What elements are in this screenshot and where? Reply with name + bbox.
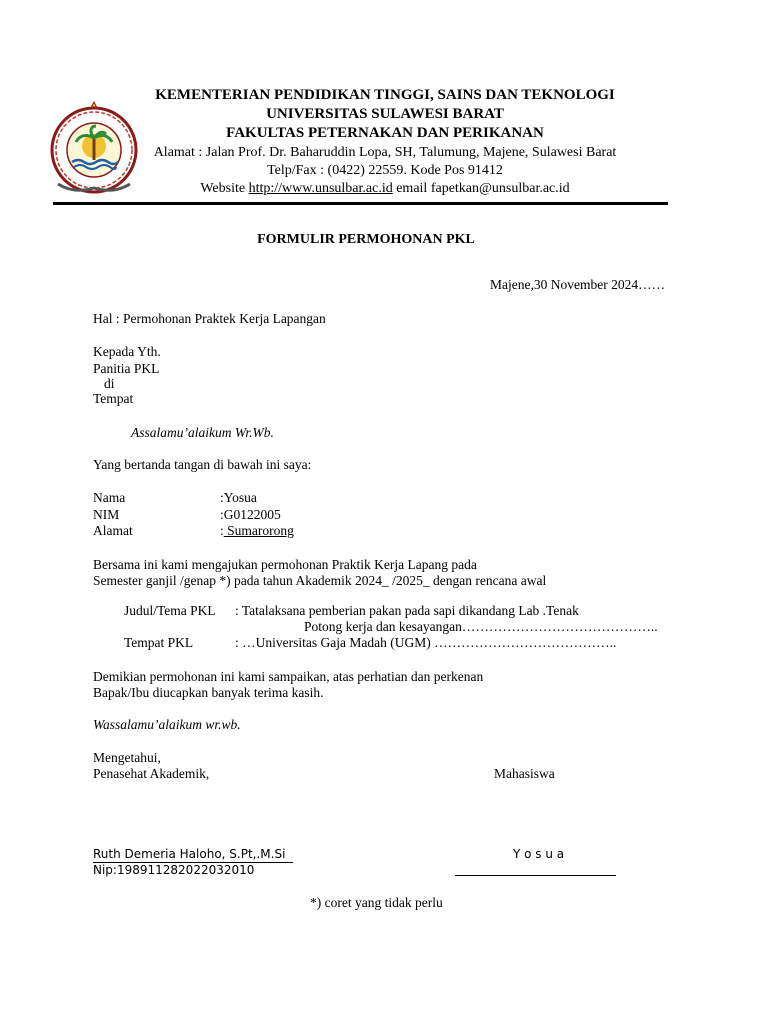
faculty-name: FAKULTAS PETERNAKAN DAN PERIKANAN [226, 125, 544, 141]
address-field [220, 523, 294, 539]
recipient-line4: Tempat [93, 391, 134, 406]
letterhead-divider [53, 202, 668, 205]
website-prefix: Website [200, 181, 249, 196]
advisor-nip: Nip:198911282022032010 [93, 863, 255, 877]
student-title: Mahasiswa [494, 766, 555, 781]
email-text: email fapetkan@unsulbar.ac.id [392, 181, 570, 196]
advisor-name: Ruth Demeria Haloho, S.Pt,.M.Si [93, 847, 286, 861]
faculty-address: Alamat : Jalan Prof. Dr. Baharuddin Lopa, SH, Talumung, Majene, Sulawesi Barat [153, 145, 617, 160]
address-value: Sumarorong [223, 523, 294, 538]
topic-value: : Tatalaksana pemberian pakan pada sapi dikandang Lab .Tenak [235, 603, 579, 618]
closing-salam: Wassalamu’alaikum wr.wb. [93, 717, 241, 732]
intro-text: Yang bertanda tangan di bawah ini saya: [93, 457, 312, 472]
recipient-line1: Kepada Yth. [93, 344, 161, 359]
form-title: FORMULIR PERMOHONAN PKL [257, 232, 475, 247]
letter-subject: Hal : Permohonan Praktek Kerja Lapangan [93, 311, 326, 326]
faculty-website [140, 181, 630, 197]
place-value: : …Universitas Gaja Madah (UGM) ………………………………….. [235, 635, 617, 650]
address-label: Alamat [93, 523, 133, 538]
topic-label: Judul/Tema PKL [124, 603, 216, 618]
student-name: Y o s u a [513, 847, 565, 861]
nim-value: :G0122005 [220, 507, 281, 522]
website-link[interactable]: http://www.unsulbar.ac.id [248, 181, 393, 196]
request-line1: Bersama ini kami mengajukan permohonan Praktik Kerja Lapang pada [93, 557, 477, 572]
name-label: Nama [93, 490, 126, 505]
footnote: *) coret yang tidak perlu [310, 895, 443, 910]
name-value: :Yosua [220, 490, 257, 505]
recipient-line3: di [104, 376, 115, 391]
student-signature-line [455, 875, 616, 876]
address-colon: : [220, 523, 224, 538]
request-line2: Semester ganjil /genap *) pada tahun Akademik 2024_ /2025_ dengan rencana awal [93, 573, 547, 588]
university-logo [42, 100, 146, 194]
acknowledged-label: Mengetahui, [93, 750, 161, 765]
greeting: Assalamu’alaikum Wr.Wb. [131, 425, 274, 440]
recipient-line2: Panitia PKL [93, 361, 160, 376]
letter-date: Majene,30 November 2024…… [490, 277, 666, 292]
nim-label: NIM [93, 507, 120, 522]
university-name: UNIVERSITAS SULAWESI BARAT [266, 106, 504, 122]
closing-line2: Bapak/Ibu diucapkan banyak terima kasih. [93, 685, 324, 700]
advisor-title: Penasehat Akademik, [93, 766, 210, 781]
ministry-name: KEMENTERIAN PENDIDIKAN TINGGI, SAINS DAN TEKNOLOGI [155, 87, 615, 103]
closing-line1: Demikian permohonan ini kami sampaikan, atas perhatian dan perkenan [93, 669, 484, 684]
place-label: Tempat PKL [124, 635, 194, 650]
topic-value-continued: Potong kerja dan kesayangan…………………………………….. [304, 619, 658, 634]
faculty-phone: Telp/Fax : (0422) 22559. Kode Pos 91412 [267, 163, 503, 178]
